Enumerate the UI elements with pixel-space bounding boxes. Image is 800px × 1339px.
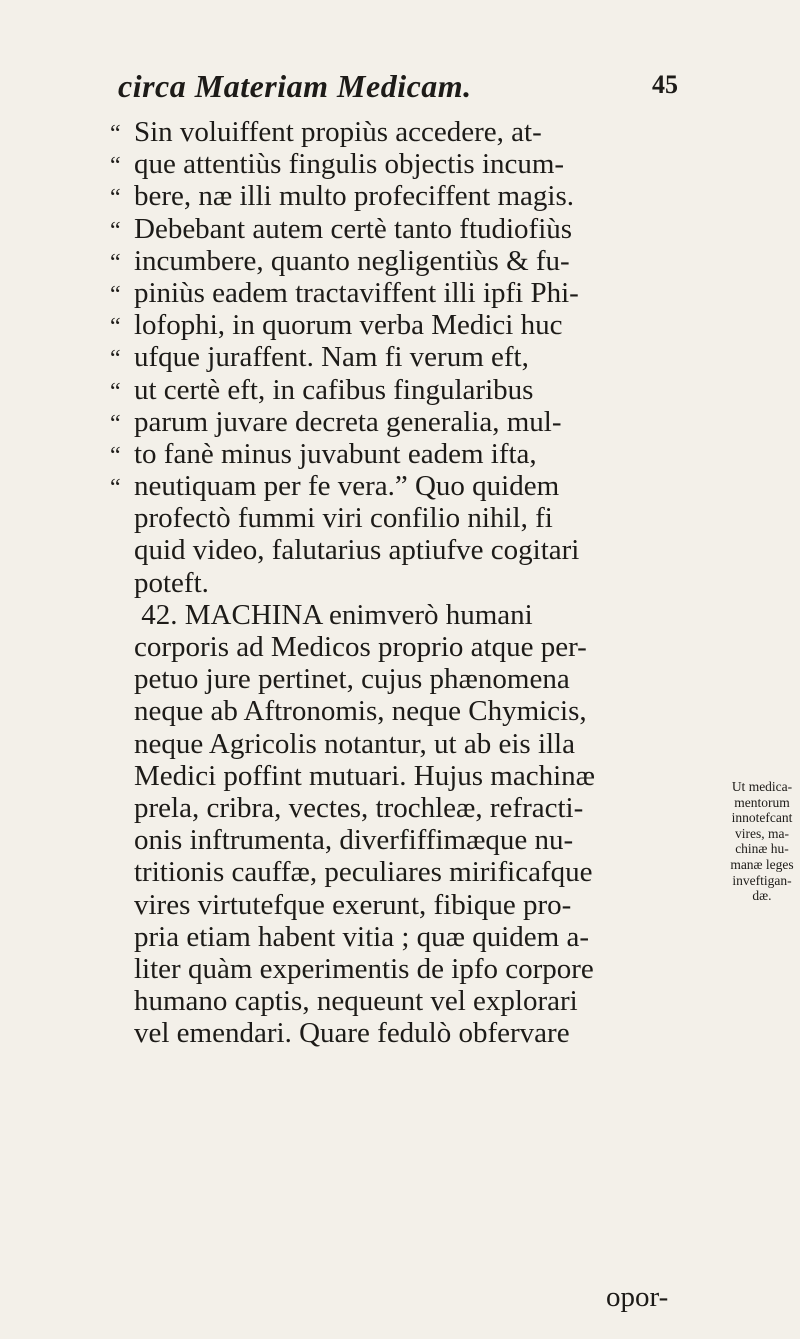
text-line	[110, 438, 710, 470]
margin-note-line: vires, ma-	[735, 825, 789, 841]
text-line	[110, 470, 710, 502]
body-text	[110, 116, 710, 1049]
text-line	[110, 116, 710, 148]
line-text: poteft.	[134, 566, 209, 599]
text-line	[110, 213, 710, 245]
text-line	[110, 631, 710, 663]
line-text: neque Agricolis notantur, ut ab eis illa	[134, 727, 575, 760]
text-line	[110, 1017, 710, 1049]
line-text: lofophi, in quorum verba Medici huc	[134, 309, 563, 342]
quote-mark: “	[110, 346, 121, 373]
line-text: petuo jure pertinet, cujus phænomena	[134, 663, 570, 696]
line-text: corporis ad Medicos proprio atque per-	[134, 631, 587, 663]
line-text: quid video, falutarius aptiufve cogitari	[134, 534, 580, 567]
text-line	[110, 567, 710, 599]
text-line	[110, 406, 710, 438]
line-text: bere, næ illi multo profeciffent magis.	[134, 180, 574, 213]
page-header	[118, 68, 678, 112]
margin-note-line: manæ leges	[730, 856, 794, 872]
margin-note-line: dæ.	[752, 888, 772, 904]
quote-mark: “	[110, 153, 121, 180]
line-text: liter quàm experimentis de ipfo corpore	[134, 952, 594, 985]
text-line	[110, 374, 710, 406]
line-text: ufque juraffent. Nam fi verum eft,	[134, 341, 529, 374]
text-line	[110, 760, 710, 792]
text-line	[110, 921, 710, 953]
text-line	[110, 856, 710, 888]
line-text: vel emendari. Quare fedulò obfervare	[134, 1017, 570, 1050]
quote-mark: “	[110, 378, 121, 405]
margin-note-line: inveftigan-	[732, 872, 792, 888]
quote-mark: “	[110, 475, 121, 502]
line-text: onis inftrumenta, diverfiffimæque nu-	[134, 824, 574, 857]
text-line	[110, 824, 710, 856]
line-text: incumbere, quanto negligentiùs & fu-	[134, 244, 570, 277]
text-line	[110, 309, 710, 341]
line-text: neque ab Aftronomis, neque Chymicis,	[134, 695, 587, 728]
quote-mark: “	[110, 281, 121, 308]
line-text: humano captis, nequeunt vel explorari	[134, 985, 578, 1018]
quote-mark: “	[110, 314, 121, 341]
running-head: circa Materiam Medicam.	[118, 68, 472, 104]
line-text: Medici poffint mutuari. Hujus machinæ	[134, 759, 595, 792]
text-line	[110, 180, 710, 212]
line-text: neutiquam per fe vera.” Quo quidem	[134, 470, 560, 503]
line-text: to fanè minus juvabunt eadem ifta,	[134, 437, 537, 470]
catchword: opor-	[606, 1281, 669, 1313]
line-text: ut certè eft, in cafibus fingularibus	[134, 373, 534, 406]
margin-note	[724, 779, 800, 904]
line-text: Debebant autem certè tanto ftudiofiùs	[134, 212, 573, 245]
margin-note-line: Ut medica-	[731, 779, 793, 794]
text-line	[110, 502, 710, 534]
line-text: pria etiam habent vitia ; quæ quidem a-	[134, 920, 590, 953]
line-text: vires virtutefque exerunt, fibique pro-	[134, 888, 572, 921]
line-text: piniùs eadem tractaviffent illi ipfi Phi-	[134, 276, 579, 309]
margin-note-line: chinæ hu-	[735, 841, 789, 857]
line-text: profectò fummi viri confilio nihil, fi	[134, 502, 553, 535]
quote-mark: “	[110, 185, 121, 212]
quote-mark: “	[110, 249, 121, 276]
quote-mark: “	[110, 121, 121, 147]
line-text: 42. MACHINA enimverò humani	[134, 598, 533, 631]
line-text: tritionis cauffæ, peculiares mirificafque	[134, 856, 593, 889]
margin-note-line: innotefcant	[731, 810, 793, 826]
line-text: parum juvare decreta generalia, mul-	[134, 405, 562, 438]
text-line	[110, 953, 710, 985]
page-number: 45	[652, 70, 678, 99]
text-line	[110, 277, 710, 309]
text-line	[110, 148, 710, 180]
text-line	[110, 663, 710, 695]
quote-mark: “	[110, 410, 121, 437]
text-line	[110, 792, 710, 824]
text-line	[110, 985, 710, 1017]
line-text: que attentiùs fingulis objectis incum-	[134, 148, 565, 181]
text-line	[110, 599, 710, 631]
quote-mark: “	[110, 442, 121, 469]
quote-mark: “	[110, 217, 121, 244]
text-line	[110, 695, 710, 727]
text-line	[110, 728, 710, 760]
text-line	[110, 245, 710, 277]
text-line	[110, 534, 710, 566]
text-line	[110, 341, 710, 373]
margin-note-line: mentorum	[734, 794, 790, 810]
line-text: Sin voluiffent propiùs accedere, at-	[134, 116, 542, 148]
text-line	[110, 889, 710, 921]
line-text: prela, cribra, vectes, trochleæ, refracti-	[134, 791, 584, 824]
